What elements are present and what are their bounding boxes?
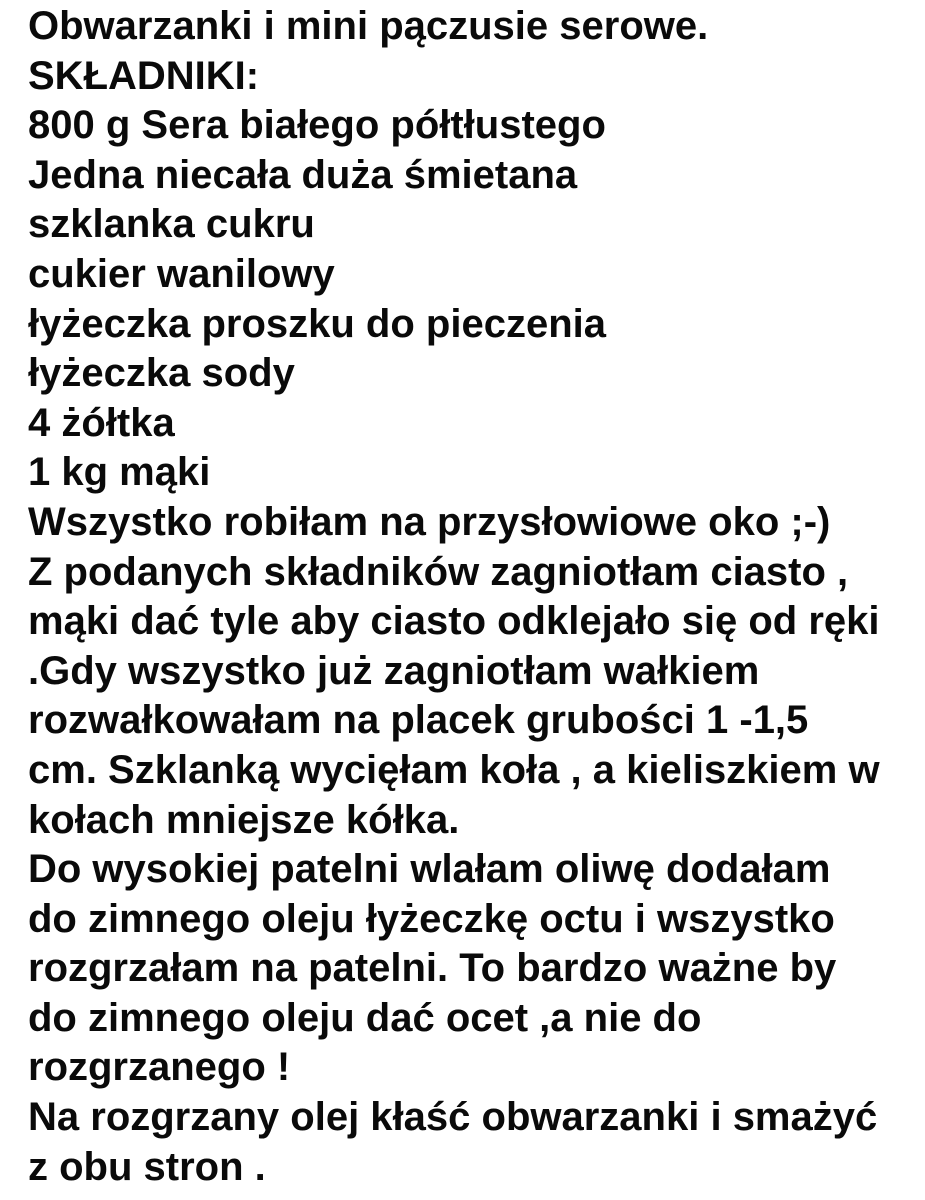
recipe-title: Obwarzanki i mini pączusie serowe. (28, 4, 709, 48)
ingredient-item: cukier wanilowy (28, 251, 335, 296)
ingredient-item: 4 żółtka (28, 400, 175, 445)
method-line: do zimnego oleju dać ocet ,a nie do (28, 995, 702, 1040)
method-line: .Gdy wszystko już zagniotłam wałkiem (28, 648, 760, 693)
method-line: z obu stron . (28, 1144, 266, 1189)
ingredient-item: Jedna niecała duża śmietana (28, 152, 578, 197)
method-line: kołach mniejsze kółka. (28, 797, 460, 842)
ingredient-item: łyżeczka sody (28, 351, 295, 396)
method-line: rozgrzałam na patelni. To bardzo ważne by (28, 946, 837, 991)
method-line: Do wysokiej patelni wlałam oliwę dodałam (28, 847, 831, 892)
ingredients-list (28, 101, 918, 498)
method-line: mąki dać tyle aby ciasto odklejało się od ręki (28, 599, 880, 644)
method-line: Wszystko robiłam na przysłowiowe oko ;-) (28, 499, 831, 544)
ingredient-item: 1 kg mąki (28, 450, 211, 495)
recipe-post (28, 2, 918, 1192)
ingredient-item: szklanka cukru (28, 202, 315, 247)
ingredient-item: 800 g Sera białego półtłustego (28, 103, 606, 148)
method-line: rozgrzanego ! (28, 1045, 291, 1090)
method-line: Na rozgrzany olej kłaść obwarzanki i smażyć (28, 1095, 878, 1140)
ingredients-heading: SKŁADNIKI: (28, 53, 260, 98)
method-line: do zimnego oleju łyżeczkę octu i wszystko (28, 896, 835, 941)
method-line: Z podanych składników zagniotłam ciasto , (28, 549, 849, 594)
method-line: rozwałkowałam na placek grubości 1 -1,5 (28, 698, 809, 743)
method-line: cm. Szklanką wycięłam koła , a kieliszkiem w (28, 747, 880, 792)
ingredient-item: łyżeczka proszku do pieczenia (28, 301, 606, 346)
method-text (28, 498, 918, 1192)
